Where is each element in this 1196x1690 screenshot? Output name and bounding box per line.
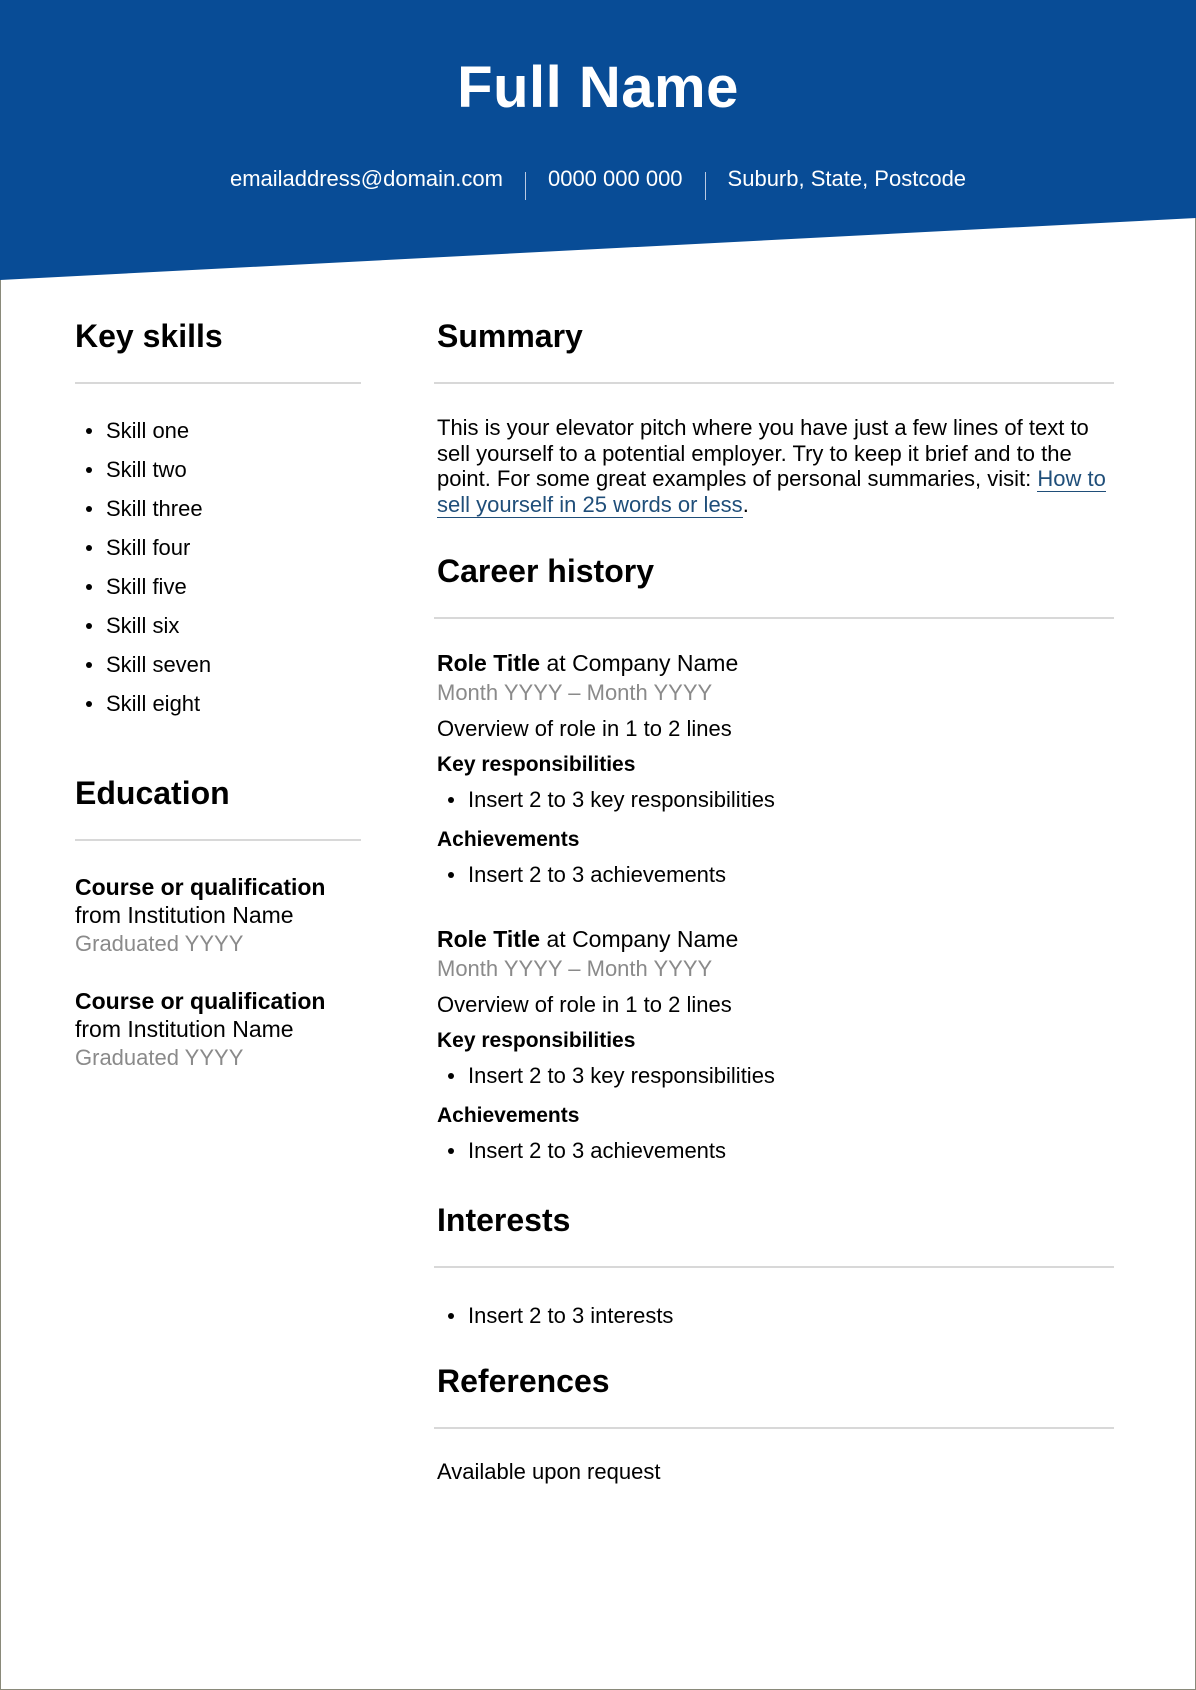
education-divider: [75, 839, 361, 841]
summary-body: This is your elevator pitch where you have just a few lines of text to sell yourself to a potential employer. Try to keep it brief and to the point. For some great examples of personal summaries, visit:: [437, 415, 1089, 491]
responsibilities-heading: Key responsibilities: [437, 753, 636, 776]
summary-heading: Summary: [437, 318, 583, 354]
interests-list: [437, 1296, 1117, 1335]
education-heading: Education: [75, 775, 230, 811]
role-dates: Month YYYY – Month YYYY: [437, 956, 713, 981]
achievements-heading: Achievements: [437, 828, 580, 851]
summary-link[interactable]: How to sell yourself in 25 words or less: [437, 466, 1106, 517]
graduation-year: Graduated YYYY: [75, 931, 244, 956]
achievement-item: Insert 2 to 3 achievements: [437, 855, 1117, 894]
full-name: Full Name: [457, 55, 739, 120]
role-heading: [437, 924, 1117, 954]
graduation-year: Graduated YYYY: [75, 1045, 244, 1070]
responsibility-item: Insert 2 to 3 key responsibilities: [437, 780, 1117, 819]
contact-divider: [525, 172, 526, 200]
skill-item: Skill seven: [75, 645, 361, 684]
institution-name: from Institution Name: [75, 1016, 294, 1042]
course-title: Course or qualification: [75, 874, 326, 900]
achievement-item: Insert 2 to 3 achievements: [437, 1131, 1117, 1170]
achievements-list: [437, 855, 1117, 894]
achievements-heading: Achievements: [437, 1104, 580, 1127]
education-list: [75, 873, 361, 1073]
left-column: [75, 318, 361, 1101]
company-name: at Company Name: [540, 650, 739, 676]
role-title: Role Title: [437, 926, 541, 952]
role-overview: Overview of role in 1 to 2 lines: [437, 992, 732, 1017]
skill-item: Skill four: [75, 528, 361, 567]
skill-item: Skill three: [75, 489, 361, 528]
email-address[interactable]: emailaddress@domain.com: [229, 166, 503, 191]
company-name: at Company Name: [540, 926, 739, 952]
references-divider: [434, 1427, 1114, 1429]
references-heading: References: [437, 1363, 610, 1399]
responsibilities-list: [437, 1056, 1117, 1095]
course-title: Course or qualification: [75, 988, 326, 1014]
header-band-shape: [0, 0, 1196, 280]
skills-divider: [75, 382, 361, 384]
location: Suburb, State, Postcode: [727, 166, 967, 191]
career-divider: [434, 617, 1114, 619]
institution-name: from Institution Name: [75, 902, 294, 928]
skill-item: Skill eight: [75, 684, 361, 723]
right-column: [437, 318, 1117, 1487]
phone-number: 0000 000 000: [547, 166, 683, 191]
skill-item: Skill six: [75, 606, 361, 645]
responsibilities-list: [437, 780, 1117, 819]
interests-heading: Interests: [437, 1202, 571, 1238]
references-text: Available upon request: [437, 1459, 661, 1484]
skills-list: [75, 411, 361, 723]
skill-item: Skill two: [75, 450, 361, 489]
interests-divider: [434, 1266, 1114, 1268]
summary-text: [437, 415, 1117, 517]
career-heading: Career history: [437, 553, 654, 589]
summary-divider: [434, 382, 1114, 384]
role-title: Role Title: [437, 650, 541, 676]
role-dates: Month YYYY – Month YYYY: [437, 680, 713, 705]
skill-item: Skill one: [75, 411, 361, 450]
achievements-list: [437, 1131, 1117, 1170]
career-role: [437, 648, 1117, 894]
skill-item: Skill five: [75, 567, 361, 606]
responsibility-item: Insert 2 to 3 key responsibilities: [437, 1056, 1117, 1095]
header-band: [0, 0, 1196, 290]
role-overview: Overview of role in 1 to 2 lines: [437, 716, 732, 741]
role-heading: [437, 648, 1117, 678]
contact-divider: [705, 172, 706, 200]
education-entry: [75, 873, 361, 959]
contact-row: [0, 158, 1196, 200]
summary-end: .: [742, 491, 749, 517]
interest-item: Insert 2 to 3 interests: [437, 1296, 1117, 1335]
career-role: [437, 924, 1117, 1170]
education-entry: [75, 987, 361, 1073]
responsibilities-heading: Key responsibilities: [437, 1029, 636, 1052]
skills-heading: Key skills: [75, 318, 223, 354]
